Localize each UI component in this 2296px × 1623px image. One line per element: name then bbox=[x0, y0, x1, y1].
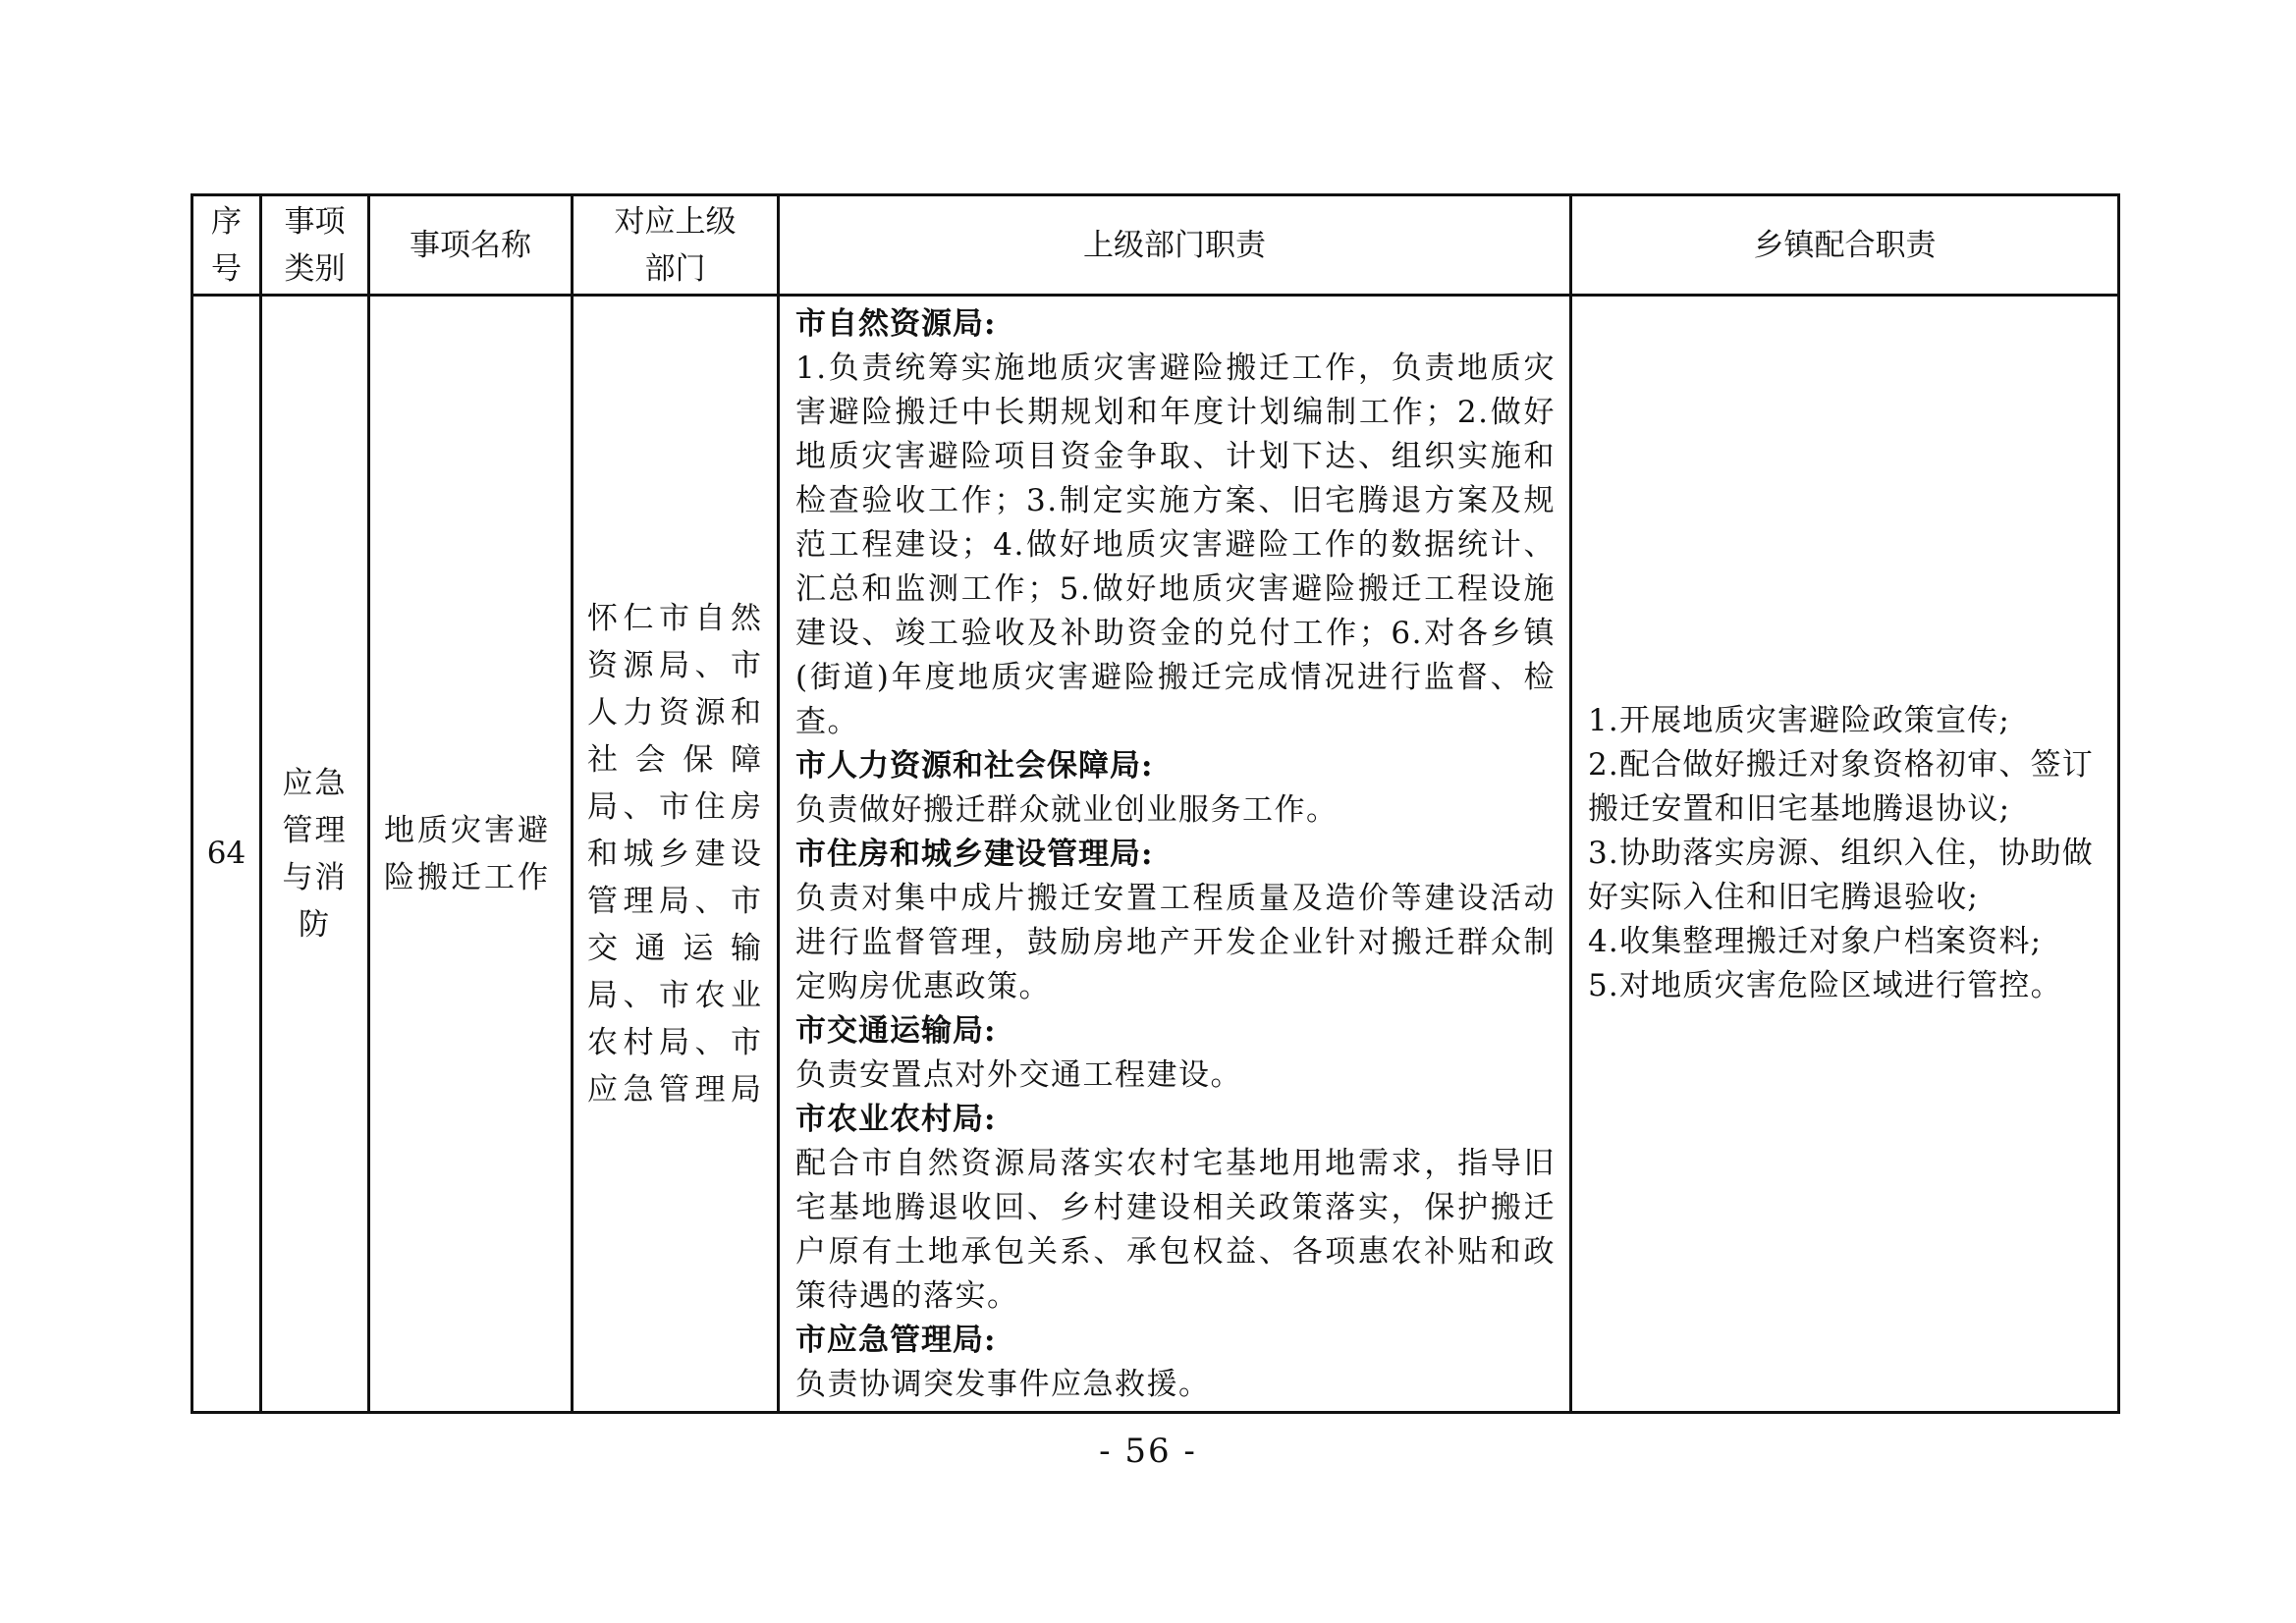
row-dept-line: 怀仁市自然 bbox=[587, 600, 763, 636]
header-dept bbox=[573, 195, 779, 296]
town-duty-item: 2.配合做好搬迁对象资格初审、签订搬迁安置和旧宅基地腾退协议; bbox=[1588, 747, 2094, 827]
header-seq-line-1: 序 bbox=[211, 203, 242, 240]
town-duty-item: 4.收集整理搬迁对象户档案资料; bbox=[1588, 924, 2043, 959]
table-header-row bbox=[192, 195, 2119, 296]
header-dept-line-2: 部门 bbox=[644, 250, 706, 287]
row-name-line: 地质灾害避 bbox=[384, 812, 551, 848]
header-category-line-2: 类别 bbox=[284, 250, 346, 287]
duty-text-natural-resources: 1.负责统筹实施地质灾害避险搬迁工作，负责地质灾害避险搬迁中长期规划和年度计划编制工作；2.做好地质灾害避险项目资金争取、计划下达、组织实施和检查验收工作；3.制定实施方案、旧宅腾退方案及规范工程建设；4.做好地质灾害避险工作的数据统计、汇总和监测工作；5.做好地质灾害避险搬迁工程设施建设、竣工验收及补助资金的兑付工作；6.对各乡镇(街道)年度地质灾害避险搬迁完成情况进行监督、检查。 bbox=[795, 351, 1556, 739]
duty-heading-natural-resources: 市自然资源局: bbox=[795, 306, 997, 342]
duty-heading-agriculture: 市农业农村局: bbox=[795, 1102, 997, 1137]
header-seq bbox=[192, 195, 261, 296]
duty-text-transport: 负责安置点对外交通工程建设。 bbox=[795, 1057, 1242, 1093]
row-dept bbox=[573, 296, 779, 1413]
duty-heading-housing: 市住房和城乡建设管理局: bbox=[795, 837, 1154, 872]
town-duty-item: 5.对地质灾害危险区域进行管控。 bbox=[1588, 968, 2062, 1003]
row-dept-line: 局、市住房 bbox=[587, 788, 763, 825]
row-seq: 64 bbox=[192, 296, 261, 1413]
table-row bbox=[192, 296, 2119, 1413]
row-dept-line: 社会保障 bbox=[587, 741, 763, 778]
row-dept-line: 人力资源和 bbox=[587, 694, 763, 730]
row-category-line: 防 bbox=[299, 906, 331, 943]
header-town: 乡镇配合职责 bbox=[1571, 195, 2119, 296]
page-number: - 56 - bbox=[1099, 1432, 1197, 1471]
duty-heading-emergency: 市应急管理局: bbox=[795, 1323, 997, 1358]
duty-text-agriculture: 配合市自然资源局落实农村宅基地用地需求，指导旧宅基地腾退收回、乡村建设相关政策落实，保护搬迁户原有土地承包关系、承包权益、各项惠农补贴和政策待遇的落实。 bbox=[795, 1146, 1556, 1314]
duty-text-human-resources: 负责做好搬迁群众就业创业服务工作。 bbox=[795, 792, 1339, 828]
header-dept-line-1: 对应上级 bbox=[614, 203, 737, 240]
duty-heading-transport: 市交通运输局: bbox=[795, 1013, 997, 1049]
duty-text-emergency: 负责协调突发事件应急救援。 bbox=[795, 1367, 1211, 1402]
duty-text-housing: 负责对集中成片搬迁安置工程质量及造价等建设活动进行监督管理，鼓励房地产开发企业针对搬迁群众制定购房优惠政策。 bbox=[795, 881, 1556, 1004]
row-dept-line: 交通运输 bbox=[587, 930, 763, 966]
duty-table-container bbox=[191, 193, 2117, 1414]
row-category-line: 应急 bbox=[282, 765, 348, 801]
row-category-line: 管理 bbox=[282, 812, 348, 848]
row-name bbox=[369, 296, 573, 1413]
header-category-line-1: 事项 bbox=[284, 203, 346, 240]
header-category bbox=[261, 195, 369, 296]
row-dept-line: 局、市农业 bbox=[587, 977, 763, 1013]
row-dept-line: 和城乡建设 bbox=[587, 836, 763, 872]
row-dept-line: 管理局、市 bbox=[587, 883, 763, 919]
header-duty: 上级部门职责 bbox=[779, 195, 1571, 296]
town-duty-item: 1.开展地质灾害避险政策宣传; bbox=[1588, 703, 2011, 738]
row-duty bbox=[779, 296, 1571, 1413]
row-name-line: 险搬迁工作 bbox=[384, 859, 551, 895]
row-dept-line: 应急管理局 bbox=[587, 1071, 763, 1108]
row-dept-line: 资源局、市 bbox=[587, 647, 763, 683]
duty-table bbox=[191, 193, 2120, 1414]
row-category bbox=[261, 296, 369, 1413]
header-name: 事项名称 bbox=[369, 195, 573, 296]
row-dept-line: 农村局、市 bbox=[587, 1024, 763, 1060]
row-category-line: 与消 bbox=[282, 859, 348, 895]
duty-heading-human-resources: 市人力资源和社会保障局: bbox=[795, 748, 1154, 784]
header-seq-line-2: 号 bbox=[211, 250, 242, 287]
row-town bbox=[1571, 296, 2119, 1413]
town-duty-item: 3.协助落实房源、组织入住，协助做好实际入住和旧宅腾退验收; bbox=[1588, 836, 2094, 915]
